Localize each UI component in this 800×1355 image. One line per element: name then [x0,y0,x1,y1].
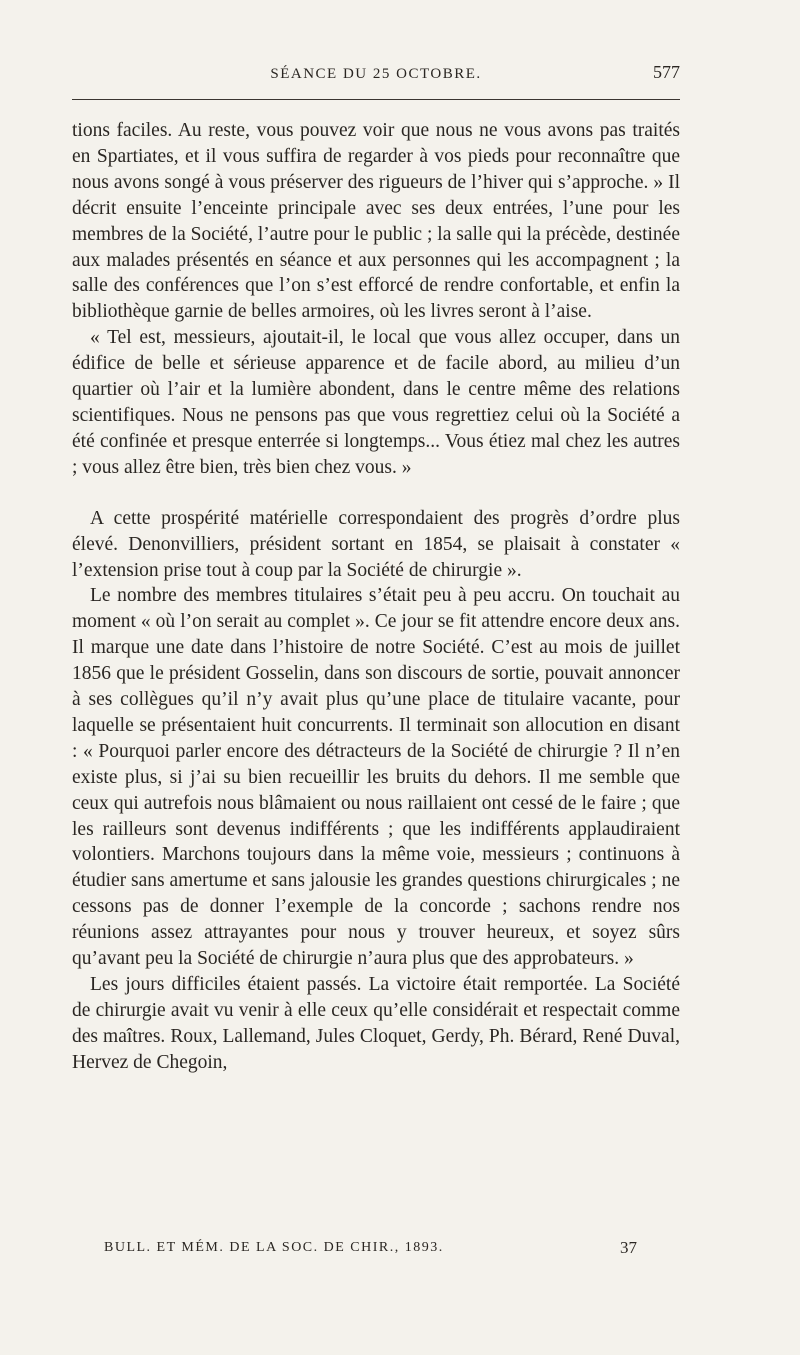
body-text [72,118,680,1076]
header-rule [72,99,680,100]
paragraph-quote: « Tel est, messieurs, ajoutait-il, le local que vous allez occuper, dans un édifice de belle et sérieuse apparence et de facile abord, au milieu d’un quartier où l’air et la lumière abondent, dans le centre même des relations scientifiques. Nous ne pensons pas que vous regrettiez celui où la Société a été confinée et presque enterrée si longtemps... Vous étiez mal chez les autres ; vous allez être bien, très bien chez vous. » [72,327,680,478]
footer-signature: BULL. ET MÉM. DE LA SOC. DE CHIR., 1893. [104,1240,444,1255]
paragraph-continuation: tions faciles. Au reste, vous pouvez voir que nous ne vous avons pas traités en Spartiates, et il vous suffira de regarder à vos pieds pour reconnaître que nous avons songé à vous préserver des rigueurs de l’hiver qui s’approche. » Il décrit ensuite l’enceinte principale avec ses deux entrées, l’une pour les membres de la Société, l’autre pour le public ; la salle qui la précède, destinée aux malades présentés en séance et aux personnes qui les accompagnent ; la salle des conférences que l’on s’est efforcé de rendre confortable, et enfin la bibliothèque garnie de belles armoires, où les livres seront à l’aise. [72,120,680,323]
paragraph-prosperity: A cette prospérité matérielle correspondaient des progrès d’ordre plus élevé. Denonvilliers, président sortant en 1854, se plaisait à constater « l’extension prise tout à coup par la Société de chirurgie ». [72,507,680,581]
footer-signature-number: 37 [620,1238,637,1257]
paragraph-victory: Les jours difficiles étaient passés. La victoire était remportée. La Société de chirurgie avait vu venir à elle ceux qu’elle considérait et respectait comme des maîtres. Roux, Lallemand, Jules Cloquet, Gerdy, Ph. Bérard, René Duval, Hervez de Chegoin, [72,974,680,1073]
page-number: 577 [653,62,680,82]
paragraph-members: Le nombre des membres titulaires s’était peu à peu accru. On touchait au moment « où l’on serait au complet ». Ce jour se fit attendre encore deux ans. Il marque une date dans l’histoire de notre Société. C’est au mois de juillet 1856 que le président Gosselin, dans son discours de sortie, pouvait annoncer à ses collègues qu’il n’y avait plus qu’une place de titulaire vacante, pour laquelle se présentaient huit concurrents. Il terminait son allocution en disant : « Pourquoi parler encore des détracteurs de la Société de chirurgie ? Il n’en existe plus, si j’ai su bien recueillir les bruits du dehors. Il me semble que ceux qui autrefois nous blâmaient ou nous raillaient ont cessé de le faire ; que les railleurs sont devenus indifférents ; que les indifférents applaudiraient volontiers. Marchons toujours dans la même voie, messieurs ; continuons à étudier sans amertume et sans jalousie les grandes questions chirurgicales ; ne cessons pas de donner l’exemple de la concorde ; sachons rendre nos réunions assez attrayantes pour nous y trouver heureux, et soyez sûrs qu’avant peu la Société de chirurgie n’aura plus que des approbateurs. » [72,585,680,970]
page-header [72,62,680,92]
running-head: SÉANCE DU 25 OCTOBRE. [270,66,482,82]
